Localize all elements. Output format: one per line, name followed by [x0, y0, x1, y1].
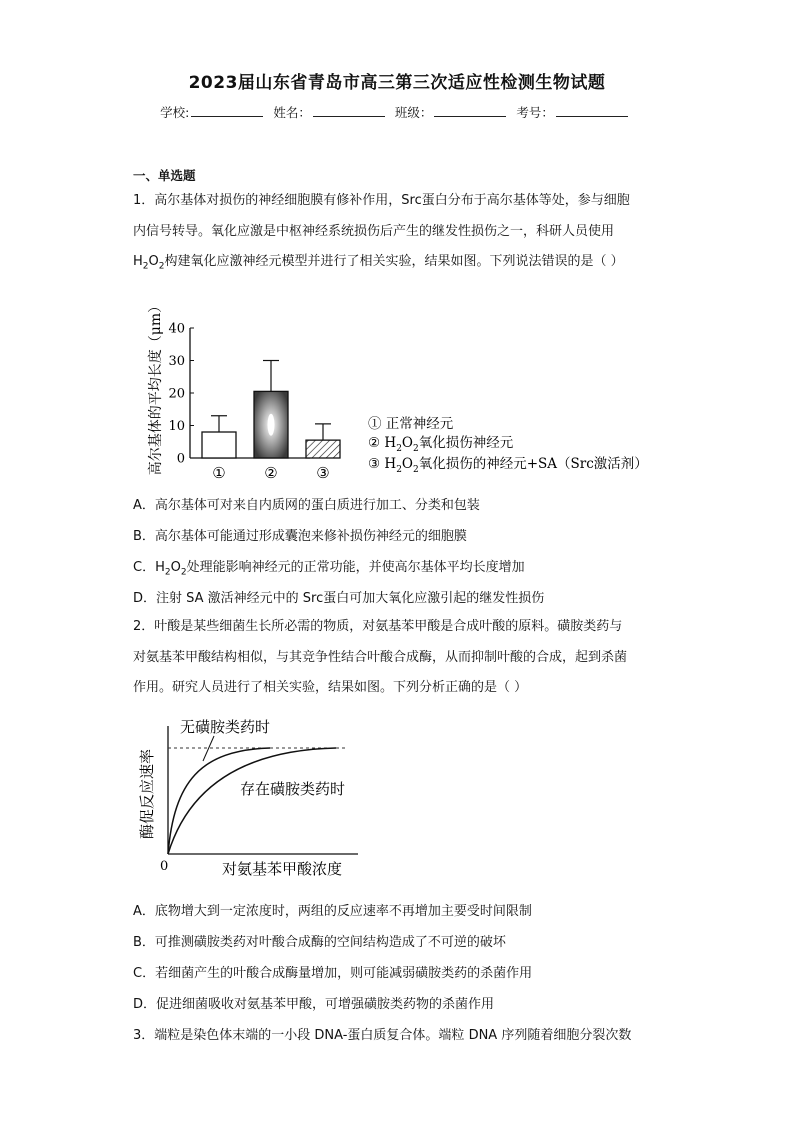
school-label: 学校:: [160, 105, 190, 120]
name-label: 姓名：: [273, 105, 311, 120]
bar-category-label: ②: [264, 464, 278, 480]
q1-line-2: 内信号转导。氧化应激是中枢神经系统损伤后产生的继发性损伤之一，科研人员使用: [133, 223, 615, 239]
question-2-stem: [133, 612, 663, 704]
q2-option-d[interactable]: D．促进细菌吸收对氨基苯甲酸，可增强磺胺类药物的杀菌作用: [133, 997, 495, 1012]
bar-category-label: ③: [316, 464, 330, 480]
q2-line-3: 作用。研究人员进行了相关实验，结果如图。下列分析正确的是（ ）: [133, 680, 528, 695]
line-chart-origin-label: 0: [160, 859, 169, 874]
curve-with-drug: [168, 748, 336, 854]
page-title: 2023届山东省青岛市高三第三次适应性检测生物试题: [188, 73, 606, 93]
q2-line-1: 2．叶酸是某些细菌生长所必需的物质，对氨基苯甲酸是合成叶酸的原料。磺胺类药与: [133, 619, 623, 634]
q2-option-c[interactable]: C．若细菌产生的叶酸合成酶量增加，则可能减弱磺胺类药的杀菌作用: [133, 966, 533, 981]
student-info-row: [0, 103, 794, 121]
school-blank: [191, 105, 263, 117]
line-chart-x-label: 对氨基苯甲酸浓度: [222, 860, 343, 878]
number-blank: [556, 105, 628, 117]
q2-option-b[interactable]: B．可推测磺胺类药对叶酸合成酶的空间结构造成了不可逆的破坏: [133, 935, 506, 950]
q1-option-b[interactable]: B．高尔基体可能通过形成囊泡来修补损伤神经元的细胞膜: [133, 529, 467, 544]
q1-option-a[interactable]: A．高尔基体可对来自内质网的蛋白质进行加工、分类和包装: [133, 498, 480, 513]
q1-line-1: 1．高尔基体对损伤的神经细胞膜有修补作用，Src蛋白分布于高尔基体等处，参与细胞: [133, 193, 630, 208]
bar-3: [306, 440, 340, 458]
q1-option-c[interactable]: C．$H_2O_2$处理能影响神经元的正常功能，并使高尔基体平均长度增加: [133, 560, 525, 578]
bar-chart-y-label: 高尔基体的平均长度（μm）: [148, 298, 164, 476]
line-chart-y-label: 酶促反应速率: [138, 748, 156, 840]
name-blank: [313, 105, 385, 117]
bar-chart-y-tick-label: 10: [168, 419, 185, 434]
q2-option-a[interactable]: A．底物增大到一定浓度时，两组的反应速率不再增加主要受时间限制: [133, 904, 532, 919]
bar-chart-y-tick-label: 40: [168, 321, 185, 337]
bar-2-highlight: [268, 414, 275, 436]
bar-1: [202, 432, 236, 458]
q1-option-d[interactable]: D．注射 SA 激活神经元中的 Src蛋白可加大氧化应激引起的继发性损伤: [133, 591, 545, 606]
q3-line-1: 3．端粒是染色体末端的一小段 DNA-蛋白质复合体。端粒 DNA 序列随着细胞分裂次数: [133, 1028, 632, 1043]
section-title: 一、单选题: [133, 168, 196, 183]
class-blank: [434, 105, 506, 117]
line-series-label-1: 无磺胺类药时: [180, 718, 271, 736]
bar-category-label: ①: [212, 464, 226, 480]
bar-chart-y-tick-label: 0: [176, 451, 185, 467]
q1-line-3: $H_2O_2$构建氧化应激神经元模型并进行了相关实验，结果如图。下列说法错误的是（ ）: [133, 254, 624, 272]
legend-entry-2: ② $H_2O_2$氧化损伤神经元: [368, 435, 514, 454]
bar-chart-y-tick-label: 20: [168, 386, 185, 402]
curve-without-drug: [168, 748, 270, 854]
legend-entry-1: ① 正常神经元: [368, 416, 454, 432]
class-label: 班级：: [394, 105, 433, 120]
q2-line-chart: [130, 712, 380, 882]
question-1-stem: [133, 186, 663, 282]
legend-entry-3: ③ $H_2O_2$氧化损伤的神经元+SA（Src激活剂）: [368, 456, 648, 475]
number-label: 考号：: [516, 105, 554, 120]
bar-chart-y-tick-label: 30: [168, 354, 185, 369]
line-series-label-2: 存在磺胺类药时: [240, 780, 346, 798]
q1-bar-chart: [140, 290, 660, 480]
q2-line-2: 对氨基苯甲酸结构相似，与其竞争性结合叶酸合成酶，从而抑制叶酸的合成，起到杀菌: [133, 649, 628, 665]
